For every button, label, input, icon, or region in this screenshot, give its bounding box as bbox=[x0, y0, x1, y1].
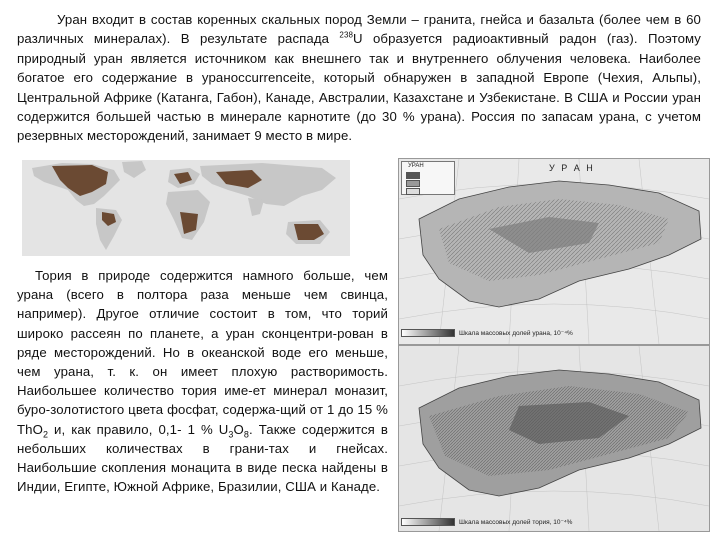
superscript-238: 238 bbox=[339, 31, 354, 41]
text-run: и, как правило, 0,1- 1 % U bbox=[48, 421, 229, 437]
subscript: 2 bbox=[42, 429, 49, 440]
thorium-scale-caption: Шкала массовых долей тория, 10⁻⁴% bbox=[459, 519, 573, 526]
world-uranium-deposits-map bbox=[22, 160, 350, 256]
legend-swatch bbox=[406, 188, 420, 195]
paragraph-uranium bbox=[17, 10, 701, 146]
uranium-scale-caption: Шкала массовых долей урана, 10⁻⁴% bbox=[459, 330, 573, 337]
thorium-map-graphic bbox=[399, 346, 709, 531]
legend-swatch bbox=[406, 180, 420, 187]
text-run: Уран входит в состав коренных скальных пород Земли – гранита, гнейса и базальта (более чем в 60 различных минералах). В результате распада bbox=[17, 12, 701, 47]
uranium-map-legend bbox=[401, 161, 455, 195]
legend-title: УРАН bbox=[408, 163, 424, 169]
paragraph-thorium bbox=[17, 266, 388, 496]
text-run: O bbox=[233, 421, 244, 437]
text-run: Тория в природе содержится намного больше, чем урана (всего в полтора раза меньше чем свинца, например). Другое отличие состоит в том, что торий широко рассеян по планете, а уран сконцентри-рован в ряде месторождений. Но в океанской воде его меньше, чем урана, т. к. он имеет плохую растворимость. Наибольшее количество тория име-ет минерал моназит, буро-золотистого цвета фосфат, содержа-щий от 1 до 15 % ThO bbox=[17, 268, 388, 437]
subscript: 3 bbox=[228, 429, 234, 440]
thorium-scale-bar bbox=[401, 518, 455, 526]
legend-swatch bbox=[406, 172, 420, 179]
uranium-scale-bar bbox=[401, 329, 455, 337]
text-run: U образуется радиоактивный радон (газ). Поэтому природный уран является источником как внешнего так и внутреннего облучения человека. Наиболее богатое его содержание в уранoccurrenceite, который обнаружен в западной Европе (Чехия, Альпы), Центральной Африке (Катанга, Габон), Канаде, Австралии, Казахстане и Узбекистане. В США и России уран содержится большей частью в минерале карнотите (до 30 % урана). Россия по запасам урана, с учетом резервных месторождений, занимает 9 место в мире. bbox=[17, 31, 702, 144]
uranium-map-title: У Р А Н bbox=[549, 163, 595, 173]
russia-uranium-map bbox=[398, 158, 710, 345]
russia-thorium-map bbox=[398, 345, 710, 532]
subscript: 8 bbox=[243, 429, 249, 440]
text-run: . Также содержится в небольших количествах в грани-тах и гнейсах. Наибольшие скопления монацита в виде песка найдены в Индии, Египте, Южной Африке, Бразилии, США и Канаде. bbox=[17, 421, 388, 495]
